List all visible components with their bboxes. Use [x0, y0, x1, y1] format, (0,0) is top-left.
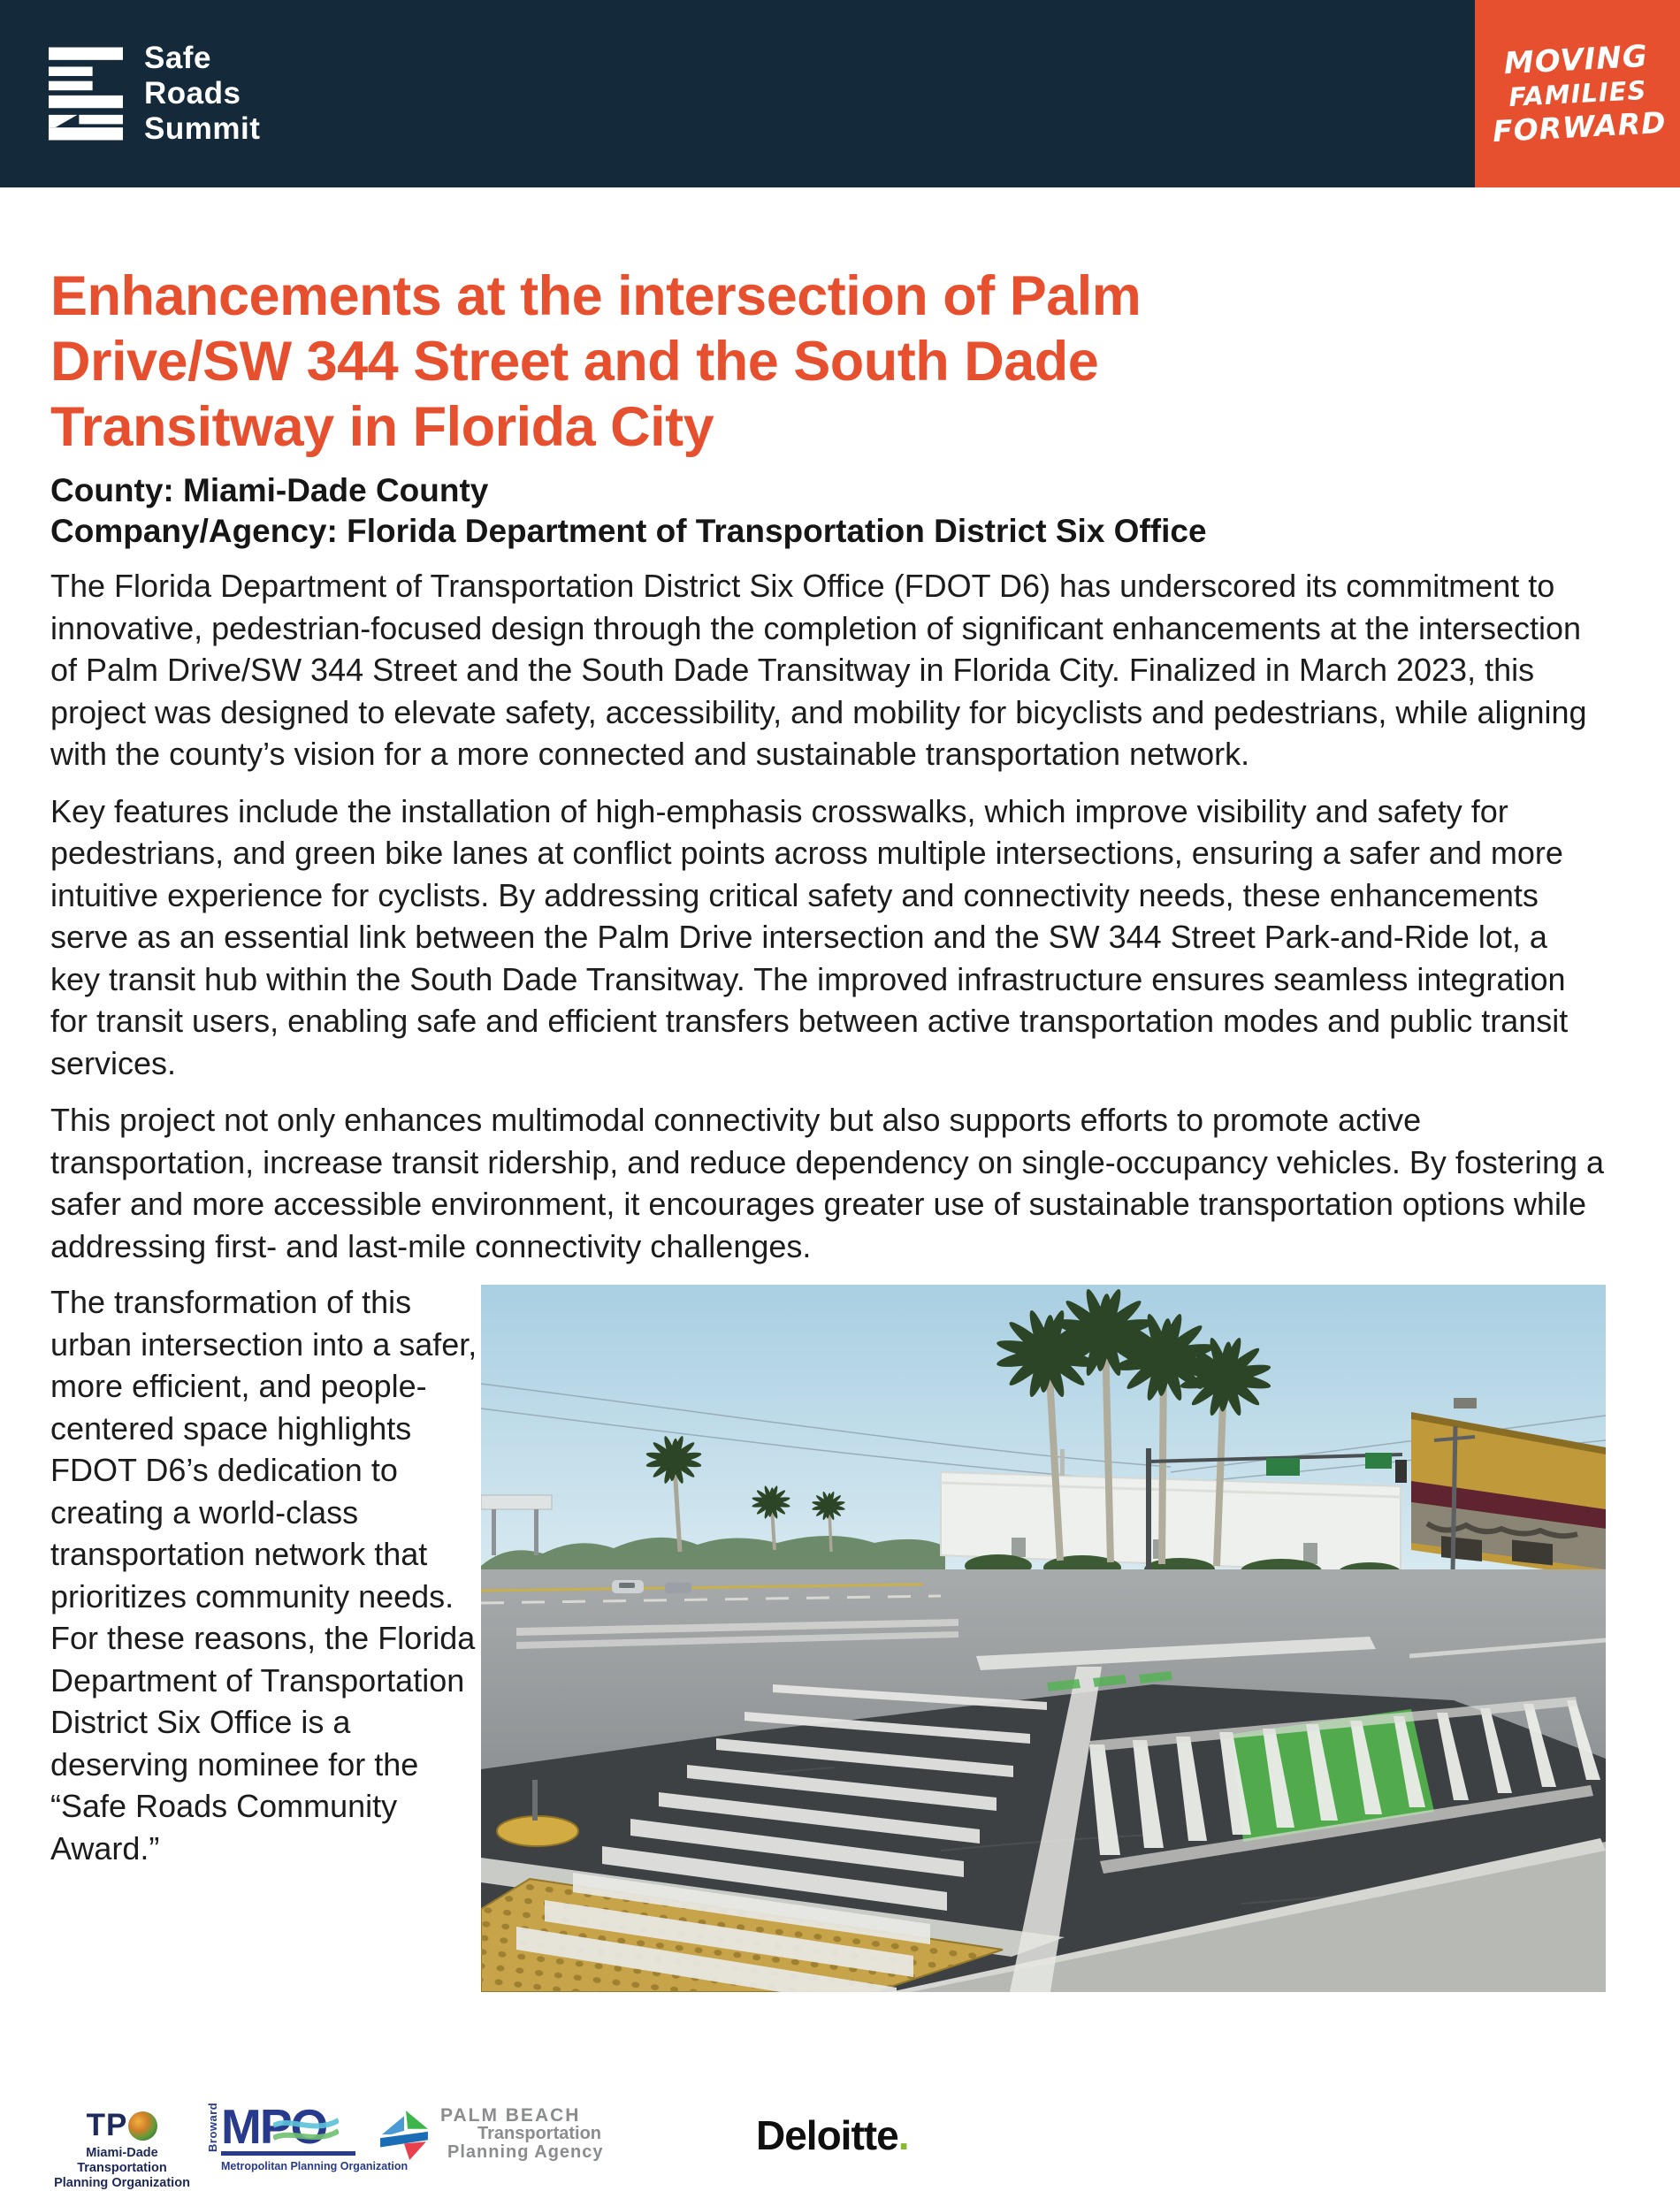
title-line-2: Drive/SW 344 Street and the South Dade [50, 331, 1099, 393]
tpo-acronym: TP [86, 2108, 128, 2142]
deloitte-wordmark: Deloitte [756, 2112, 898, 2158]
wrap-section [50, 1281, 1605, 1992]
moving-families-forward-banner [1475, 0, 1680, 187]
tpo-logo [51, 2108, 193, 2191]
palm-beach-tpa-logo [378, 2106, 604, 2162]
deloitte-logo [756, 2111, 908, 2159]
paragraph-4: The transformation of this urban intersection into a safer, more efficient, and people-centered space highlights FDOT D6’s dedication to creating a world-class transportation network that prioritizes community needs. For these reasons, the Florida Department of Transportation District Six Office is a deserving nominee for the “Safe Roads Community Award.” [50, 1284, 477, 1867]
safe-roads-summit-logo [49, 41, 260, 147]
county-line: County: Miami-Dade County [50, 472, 489, 508]
paragraph-3: This project not only enhances multimodal connectivity but also supports efforts to promote active transportation, increase transit ridership, and reduce dependency on single-occupancy vehicles. By fostering a safer and more accessible environment, it encourages greater use of sustainable transportation options while addressing first- and last-mile connectivity challenges. [50, 1102, 1605, 1264]
title-line-3: Transitway in Florida City [50, 396, 714, 458]
brand-line-3: Summit [144, 111, 261, 146]
paragraph-1: The Florida Department of Transportation District Six Office (FDOT D6) has underscored its commitment to innovative, pedestrian-focused design through the completion of significant enhancements at the intersection of Palm Drive/SW 344 Street and the South Dade Transitway in Florida City. Finalized in March 2023, this project was designed to elevate safety, accessibility, and mobility for bicyclists and pedestrians, while aligning with the county’s vision for a more connected and sustainable transportation network. [50, 568, 1587, 772]
mpo-caption: Metropolitan Planning Organization [221, 2160, 409, 2172]
tpo-caption-line-2: Planning Organization [54, 2176, 190, 2190]
banner-line-1: MOVING [1502, 38, 1649, 82]
meta-block [50, 470, 1605, 552]
mpo-waves-icon [273, 2110, 339, 2152]
paragraph-2: Key features include the installation of high-emphasis crosswalks, which improve visibility and safety for pedestrians, and green bike lanes at conflict points across multiple intersections, ensuring a safer and more intuitive experience for cyclists. By addressing critical safety and connectivity needs, these enhancements serve as an essential link between the Palm Drive intersection and the SW 344 Street Park-and-Ride lot, a key transit hub within the South Dade Transitway. The improved infrastructure ensures seamless integration for transit users, enabling safe and efficient transfers between active transportation modes and public transit services. [50, 792, 1569, 1081]
agency-line: Company/Agency: Florida Department of Transportation District Six Office [50, 513, 1207, 549]
banner-text [1488, 38, 1667, 149]
pbtpa-line-1: PALM BEACH [440, 2105, 581, 2126]
intersection-photo [481, 1285, 1606, 1992]
deloitte-green-dot: . [897, 2112, 909, 2158]
brand-wordmark [144, 41, 260, 147]
mpo-acronym: MPO [221, 2099, 327, 2154]
brand-line-2: Roads [144, 76, 241, 111]
page-title [50, 263, 1605, 460]
mpo-vertical-label: Broward [206, 2102, 219, 2152]
article [0, 263, 1680, 1992]
pbtpa-line-3: Planning Agency [447, 2142, 604, 2162]
footer-logos [0, 2099, 1680, 2190]
tpo-caption-line-1: Miami-Dade Transportation [77, 2146, 167, 2175]
broward-mpo-logo [206, 2099, 409, 2172]
pbtpa-diamond-icon [378, 2109, 430, 2160]
title-line-1: Enhancements at the intersection of Palm [50, 265, 1142, 327]
page-header [0, 0, 1680, 187]
banner-line-3: FORWARD [1491, 104, 1668, 149]
pbtpa-line-2: Transportation [477, 2124, 602, 2143]
tpo-globe-icon [128, 2111, 157, 2141]
banner-line-2: FAMILIES [1508, 74, 1647, 113]
brand-line-1: Safe [144, 41, 211, 75]
safe-roads-logo-icon [49, 47, 123, 141]
